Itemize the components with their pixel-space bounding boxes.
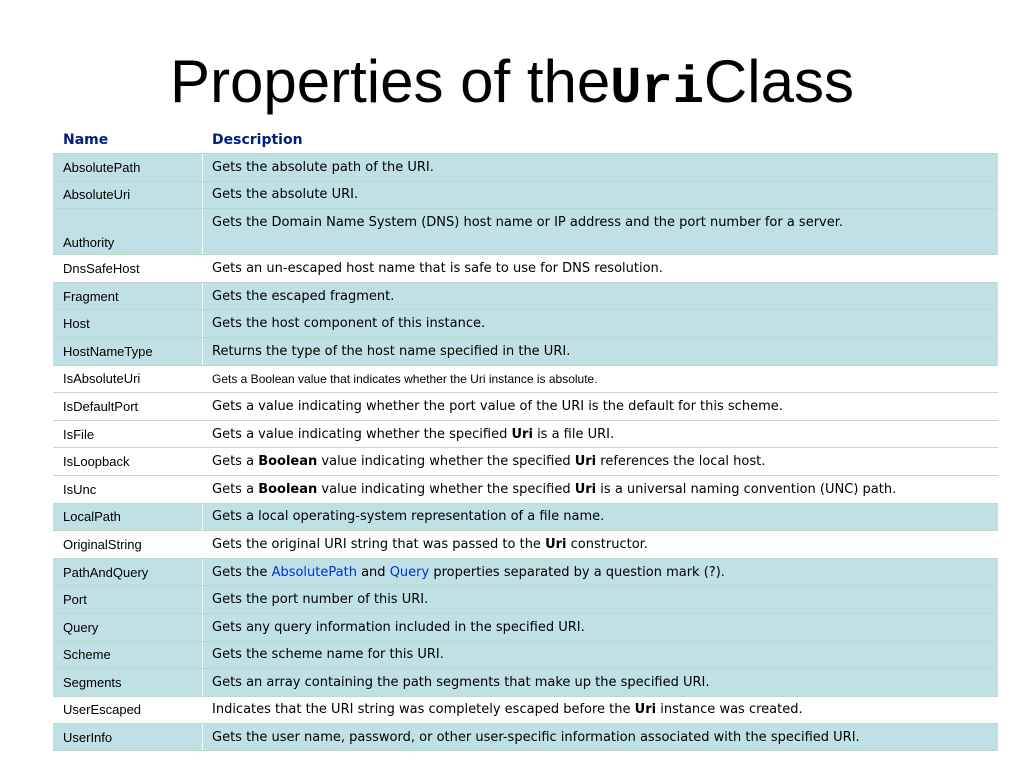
property-name: Query: [53, 614, 203, 641]
property-name: IsDefaultPort: [53, 393, 203, 420]
property-name: Scheme: [53, 642, 203, 669]
table-row: [53, 282, 998, 310]
description-text: constructor.: [570, 536, 648, 552]
property-description: Gets a local operating-system representation of a file name.: [203, 504, 998, 531]
property-description: [203, 421, 998, 448]
property-name: IsFile: [53, 421, 203, 448]
property-description: Gets any query information included in the specified URI.: [203, 614, 998, 641]
absolutepath-link[interactable]: AbsolutePath: [271, 564, 357, 580]
property-description: Gets an un-escaped host name that is safe to use for DNS resolution.: [212, 260, 663, 276]
description-code: Uri: [511, 426, 533, 442]
description-text: is a file URI.: [537, 426, 615, 442]
property-name: LocalPath: [53, 504, 203, 531]
property-description: Gets the scheme name for this URI.: [203, 642, 998, 669]
property-description: Gets the host component of this instance.: [203, 310, 998, 337]
description-text: instance was created.: [660, 702, 803, 718]
description-text: value indicating whether the specified: [321, 481, 571, 497]
description-code: Uri: [574, 454, 597, 470]
description-text: value indicating whether the specified: [321, 454, 571, 470]
table-row: [53, 208, 998, 254]
table-header: [53, 126, 998, 153]
property-description: [203, 531, 998, 558]
property-name: OriginalString: [53, 531, 203, 558]
table-row: [53, 723, 998, 751]
property-description: Gets the user name, password, or other user-specific information associated with the specified URI.: [203, 724, 998, 750]
table-row: [53, 530, 998, 558]
description-text: Gets a: [212, 481, 255, 497]
property-description: [203, 559, 998, 586]
description-code: Boolean: [258, 454, 318, 470]
slide-title-suffix: Class: [703, 48, 854, 115]
table-row: [53, 181, 998, 209]
table-row: [53, 447, 998, 475]
description-text: Gets a: [212, 454, 255, 470]
property-name: HostNameType: [53, 338, 203, 365]
property-name: Authority: [53, 209, 203, 254]
table-row: [53, 309, 998, 337]
table-row: [53, 153, 998, 181]
table-row: [53, 558, 998, 586]
property-description: Gets the absolute URI.: [203, 182, 998, 209]
slide-title-code: Uri: [610, 59, 704, 118]
slide-title: [0, 44, 1024, 127]
description-text: is a universal naming convention (UNC) path.: [600, 481, 897, 497]
property-description: [203, 476, 998, 503]
description-code: Uri: [634, 702, 657, 718]
table-row: [53, 254, 998, 282]
property-description: Gets the Domain Name System (DNS) host name or IP address and the port number for a server.: [203, 209, 998, 254]
table-row: [53, 392, 998, 420]
property-name: IsAbsoluteUri: [53, 366, 203, 393]
header-description: Description: [212, 131, 303, 148]
property-name: Segments: [53, 669, 203, 696]
description-code: Uri: [545, 536, 567, 552]
property-name: Port: [53, 586, 203, 613]
table-row: [53, 613, 998, 641]
description-text: Indicates that the URI string was completely escaped before the: [212, 702, 631, 718]
description-text: Gets a value indicating whether the specified: [212, 426, 508, 442]
property-name: IsLoopback: [53, 448, 203, 475]
property-name: UserEscaped: [53, 697, 203, 724]
slide-title-prefix: Properties of the: [170, 48, 611, 115]
header-name: Name: [63, 131, 109, 148]
table-row: [53, 585, 998, 613]
table-row: [53, 668, 998, 696]
description-text: Gets the original URI string that was passed to the: [212, 536, 541, 552]
description-text: Gets the: [212, 564, 268, 580]
property-description: Gets the escaped fragment.: [203, 283, 998, 310]
property-description: Gets the port number of this URI.: [203, 586, 998, 613]
table-row: [53, 696, 998, 724]
property-description: [203, 697, 998, 724]
property-description: Gets a Boolean value that indicates whether the Uri instance is absolute.: [212, 371, 598, 386]
table-row: [53, 641, 998, 669]
description-text: references the local host.: [600, 454, 766, 470]
table-row: [53, 420, 998, 448]
query-link[interactable]: Query: [389, 564, 430, 580]
table-row: [53, 503, 998, 531]
table-row: [53, 475, 998, 503]
description-text: properties separated by a question mark (?).: [433, 564, 725, 580]
property-name: Fragment: [53, 283, 203, 310]
table-row: [53, 365, 998, 393]
property-name: IsUnc: [53, 476, 203, 503]
property-description: Gets the absolute path of the URI.: [203, 154, 998, 181]
property-description: Gets a value indicating whether the port value of the URI is the default for this scheme.: [212, 398, 783, 414]
property-description: Returns the type of the host name specified in the URI.: [203, 338, 998, 365]
table-row: [53, 337, 998, 365]
property-name: Host: [53, 310, 203, 337]
property-name: AbsoluteUri: [53, 182, 203, 209]
property-description: [203, 448, 998, 475]
property-name: DnsSafeHost: [53, 255, 203, 282]
property-name: UserInfo: [53, 724, 203, 750]
description-code: Uri: [574, 481, 597, 497]
property-name: PathAndQuery: [53, 559, 203, 586]
properties-table: [53, 126, 998, 751]
description-text: and: [361, 564, 386, 580]
description-code: Boolean: [258, 481, 318, 497]
property-description: Gets an array containing the path segments that make up the specified URI.: [203, 669, 998, 696]
property-name: AbsolutePath: [53, 154, 203, 181]
